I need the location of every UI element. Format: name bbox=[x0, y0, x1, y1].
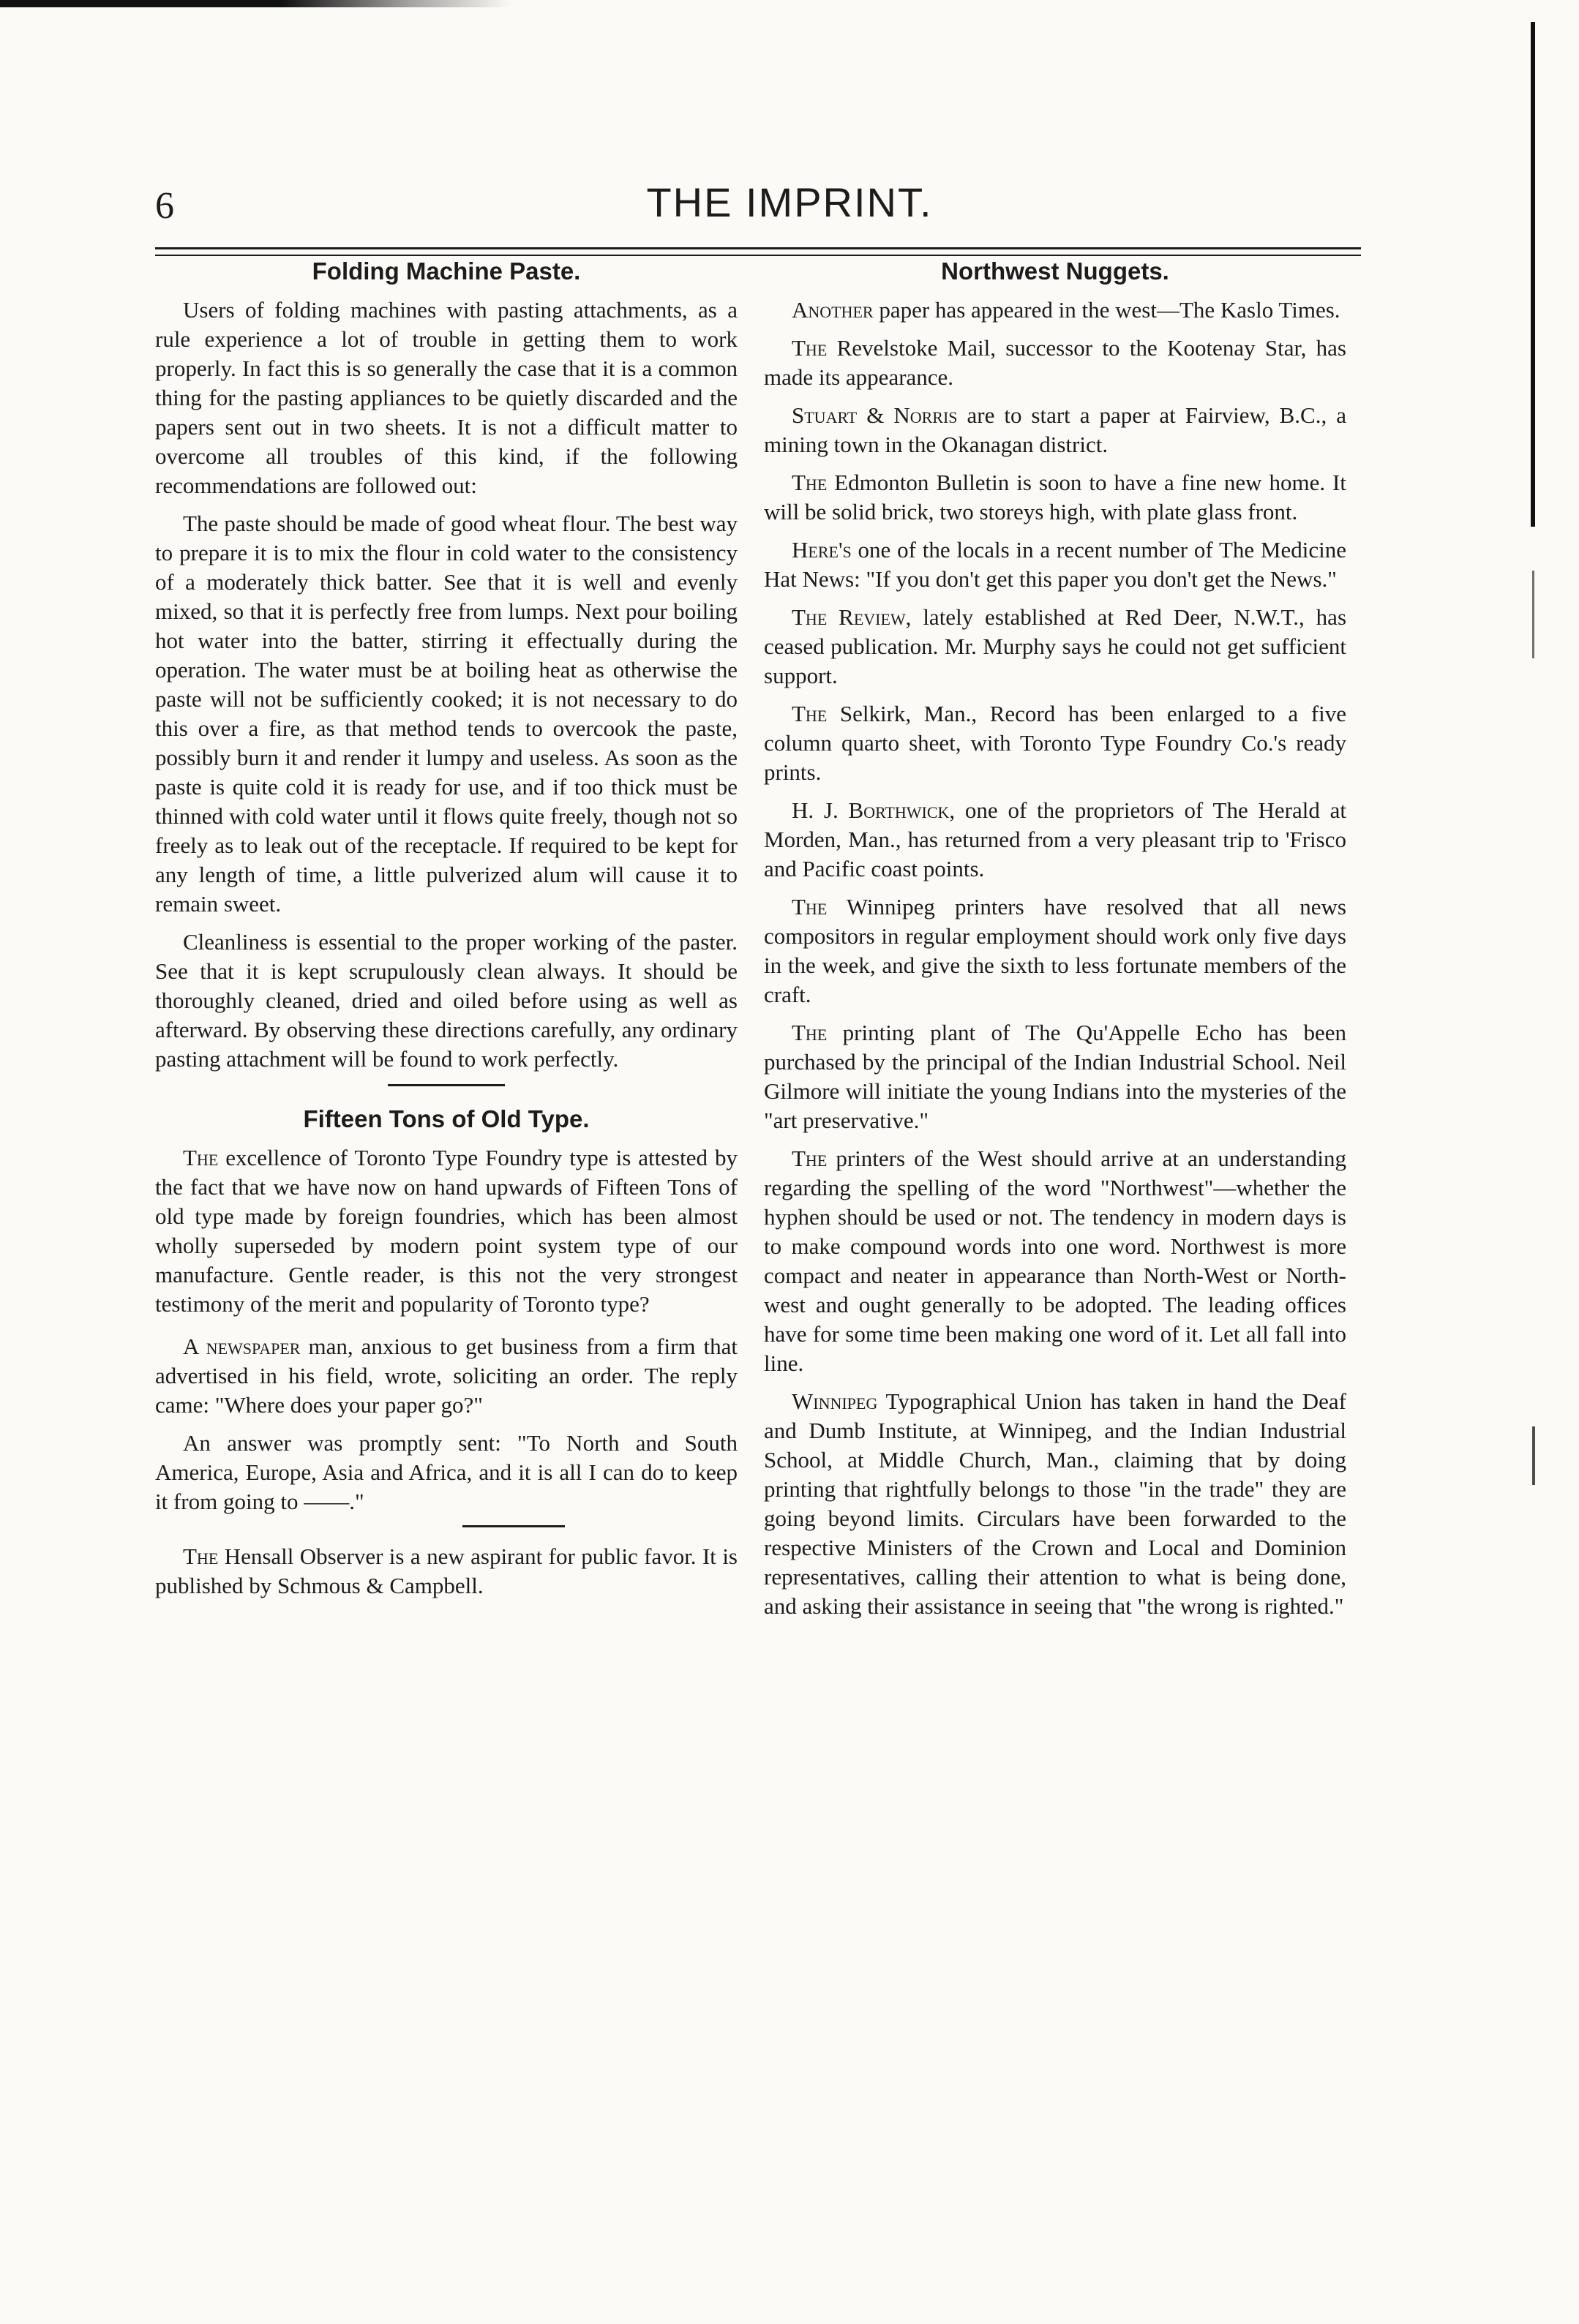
lead-word: A newspaper bbox=[183, 1334, 301, 1359]
article-paragraph: An answer was promptly sent: "To North and South America, Europe, Asia and Africa, and it is all I can do to keep it from going to ——." bbox=[155, 1430, 738, 1514]
lead-word: Another bbox=[792, 297, 874, 323]
article-paragraph bbox=[155, 1332, 738, 1420]
news-item-text: one of the locals in a recent number of The Medicine Hat News: "If you don't get this paper you don't get the News." bbox=[764, 537, 1346, 592]
top-scan-edge bbox=[0, 0, 512, 7]
news-item bbox=[764, 535, 1346, 594]
header-rule-bottom bbox=[155, 255, 1361, 256]
article-title: Fifteen Tons of Old Type. bbox=[303, 1105, 590, 1132]
news-item-text: lately established at Red Deer, N.W.T., has ceased publication. Mr. Murphy says he could not get sufficient support. bbox=[764, 604, 1347, 688]
news-items bbox=[764, 296, 1346, 1621]
news-item bbox=[764, 401, 1346, 459]
lead-word: The bbox=[792, 335, 828, 361]
right-scan-edge-fragment bbox=[1532, 1426, 1535, 1485]
lead-word: The bbox=[792, 1020, 828, 1045]
right-column bbox=[764, 257, 1346, 1630]
article-paragraph bbox=[155, 1143, 738, 1319]
article-paragraph bbox=[155, 1542, 738, 1601]
lead-word: Here's bbox=[792, 537, 852, 563]
article-fifteen-tons bbox=[155, 1105, 738, 1601]
lead-word: The bbox=[792, 1146, 828, 1171]
news-item bbox=[764, 603, 1346, 691]
news-item-text: Typographical Union has taken in hand the Deaf and Dumb Institute, at Winnipeg, and the Indian Industrial School, at Middle Church, Man., claiming that by doing printing that rightfully belongs to those "in the trade" they are going beyond limits. Circulars have been forwarded to the respective Ministers of the Crown and Local and Dominion representatives, calling their attention to what is being done, and asking their assistance in seeing that "the wrong is righted." bbox=[764, 1388, 1346, 1619]
article-paragraph: Cleanliness is essential to the proper working of the paster. See that it is kept scrupulously clean always. It should be thoroughly cleaned, dried and oiled before using as well as afterward. By observing these directions carefully, any ordinary pasting attachment will be found to work perfectly. bbox=[155, 929, 738, 1072]
page-number: 6 bbox=[155, 185, 174, 227]
lead-word: H. J. Borthwick, bbox=[792, 797, 956, 823]
news-item bbox=[764, 796, 1346, 884]
news-item-text: paper has appeared in the west—The Kaslo Times. bbox=[873, 297, 1340, 323]
lead-word: The bbox=[792, 894, 828, 920]
lead-word: The bbox=[792, 701, 828, 726]
news-item bbox=[764, 1387, 1346, 1621]
news-item bbox=[764, 1144, 1346, 1378]
news-item-text: Selkirk, Man., Record has been enlarged to a five column quarto sheet, with Toronto Type Foundry Co.'s ready prints. bbox=[764, 701, 1346, 785]
paragraph-text: man, anxious to get business from a firm that advertised in his field, wrote, soliciting an order. The reply came: "Where does your paper go?" bbox=[155, 1334, 738, 1418]
publication-title: THE IMPRINT. bbox=[646, 179, 933, 225]
lead-word: Stuart & Norris bbox=[792, 402, 958, 428]
news-item-text: are to start a paper at Fairview, B.C., a mining town in the Okanagan district. bbox=[764, 402, 1346, 457]
news-item bbox=[764, 468, 1346, 527]
paragraph-text: excellence of Toronto Type Foundry type is attested by the fact that we have now on hand upwards of Fifteen Tons of old type made by foreign foundries, which has been almost wholly superseded by modern point system type of our manufacture. Gentle reader, is this not the very strongest testimony of the merit and popularity of Toronto type? bbox=[155, 1145, 738, 1317]
article-title: Folding Machine Paste. bbox=[312, 257, 581, 285]
right-scan-edge-fragment bbox=[1532, 571, 1534, 658]
paragraph-text: Hensall Observer is a new aspirant for public favor. It is published by Schmous & Campbell. bbox=[155, 1543, 738, 1598]
lead-word: The bbox=[792, 470, 828, 495]
news-item-text: Winnipeg printers have resolved that all news compositors in regular employment should work only five days in the week, and give the sixth to less fortunate members of the craft. bbox=[764, 894, 1346, 1007]
news-item bbox=[764, 699, 1346, 787]
news-item bbox=[764, 892, 1346, 1009]
section-divider bbox=[388, 1084, 505, 1086]
lead-word: The bbox=[183, 1145, 219, 1170]
article-paragraph: The paste should be made of good wheat flour. The best way to prepare it is to mix the flour in cold water to the consistency of a moderately thick batter. See that it is well and evenly mixed, so that it is perfectly free from lumps. Next pour boiling hot water into the batter, stirring it effectually during the operation. The water must be at boiling heat as otherwise the paste will not be sufficiently cooked; it is not necessary to do this over a fire, as that method tends to overcook the paste, possibly burn it and render it lumpy and useless. As soon as the paste is quite cold it is ready for use, and if too thick must be thinned with cold water until it flows quite freely, though not so freely as to leak out of the receptacle. If required to be kept for any length of time, a little pulverized alum will cause it to remain sweet. bbox=[155, 511, 738, 917]
news-item bbox=[764, 1018, 1346, 1135]
article-folding-machine-paste bbox=[155, 257, 738, 1074]
lead-word: The Review, bbox=[792, 604, 912, 630]
right-scan-edge bbox=[1531, 22, 1535, 527]
news-item-text: printing plant of The Qu'Appelle Echo has been purchased by the principal of the Indian Industrial School. Neil Gilmore will initiate the young Indians into the mysteries of the "art preservative." bbox=[764, 1020, 1346, 1133]
left-column bbox=[155, 257, 738, 1609]
news-item-text: one of the proprietors of The Herald at Morden, Man., has returned from a very pleasant trip to 'Frisco and Pacific coast points. bbox=[764, 797, 1346, 881]
item-divider bbox=[462, 1525, 565, 1527]
news-item bbox=[764, 334, 1346, 392]
news-item-text: Revelstoke Mail, successor to the Kootenay Star, has made its appearance. bbox=[764, 335, 1346, 390]
header-rule-top bbox=[155, 247, 1361, 249]
news-item bbox=[764, 296, 1346, 325]
news-item-text: printers of the West should arrive at an understanding regarding the spelling of the word "Northwest"—whether the hyphen should be used or not. The tendency in modern days is to make compound words into one word. Northwest is more compact and neater in appearance than North-West or North-west and ought generally to be adopted. The leading offices have for some time been making one word of it. Let all fall into line. bbox=[764, 1146, 1346, 1376]
article-title: Northwest Nuggets. bbox=[941, 257, 1169, 285]
lead-word: Winnipeg bbox=[792, 1388, 878, 1414]
lead-word: The bbox=[183, 1543, 219, 1569]
news-item-text: Edmonton Bulletin is soon to have a fine new home. It will be solid brick, two storeys high, with plate glass front. bbox=[764, 470, 1346, 524]
article-paragraph: Users of folding machines with pasting attachments, as a rule experience a lot of trouble in getting them to work properly. In fact this is so generally the case that it is a common thing for the pasting appliances to be quietly discarded and the papers sent out in two sheets. It is not a difficult matter to overcome all troubles of this kind, if the following recommendations are followed out: bbox=[155, 297, 738, 498]
